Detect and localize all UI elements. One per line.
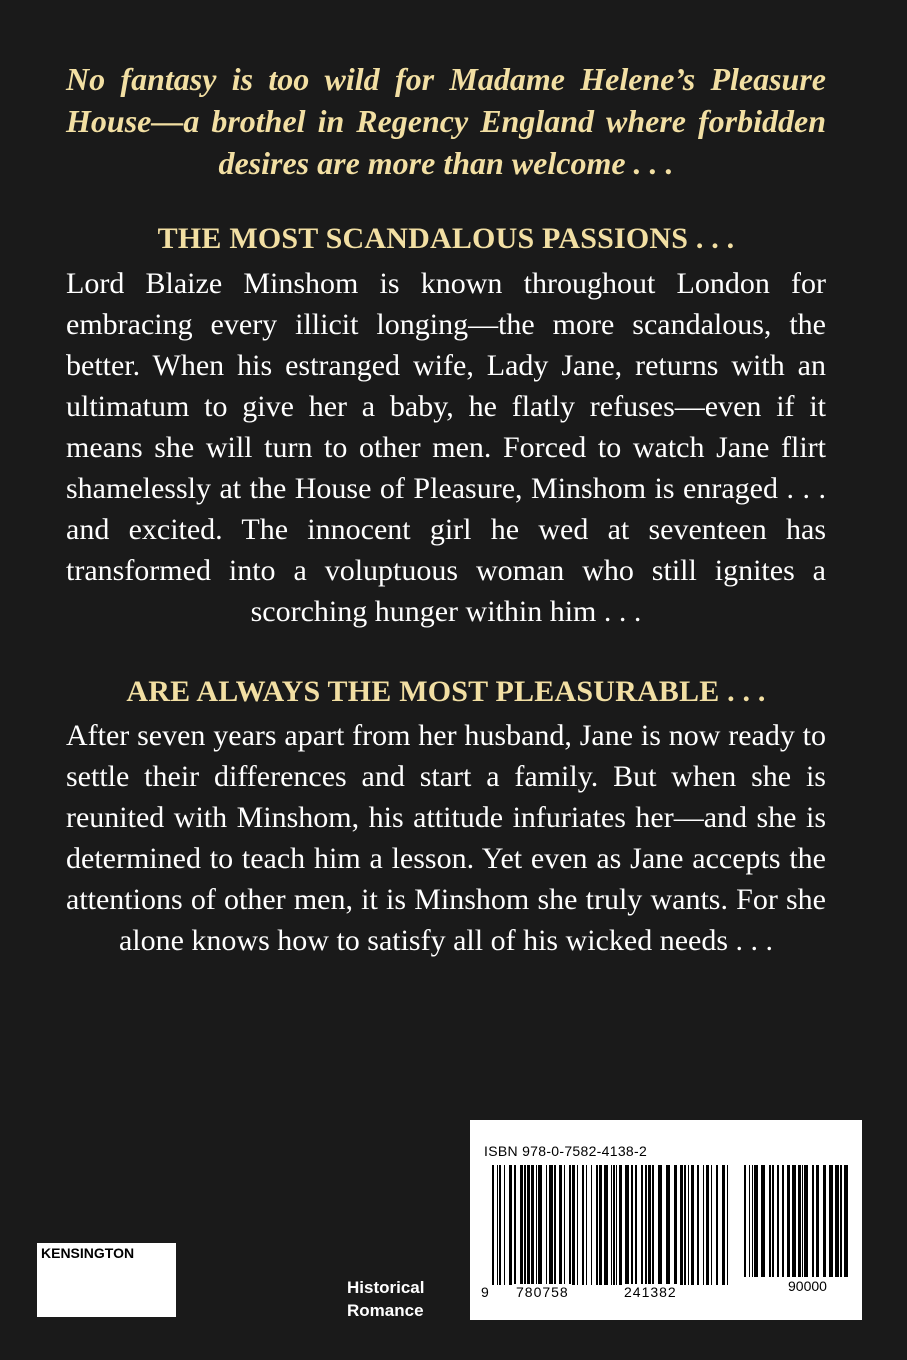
section-heading-passions: THE MOST SCANDALOUS PASSIONS . . . — [157, 222, 735, 255]
section-heading-pleasurable: ARE ALWAYS THE MOST PLEASURABLE . . . — [126, 675, 766, 708]
barcode-bar — [777, 1165, 779, 1277]
barcode-bar — [625, 1165, 629, 1285]
barcode-bar — [688, 1165, 689, 1285]
barcode-bar — [527, 1165, 530, 1285]
section-body-minshom: Lord Blaize Minshom is known throughout London for embracing every illicit longing—the more scandalous, the better. When his estranged wife, Lady Jane, returns with an ultimatum to give her a baby, he flatly refuses—even if it means she will turn to other men. Forced to watch Jane flirt shamelessly at the House of Pleasure, Minshom is enraged . . . and excited. The innocent girl he wed at seventeen has transformed into a voluptuous woman who still ignites a scorching hunger within him . . . — [66, 267, 826, 628]
genre-line-1: Historical — [347, 1278, 425, 1297]
barcode-bar — [684, 1165, 686, 1285]
barcode-bar — [531, 1165, 534, 1285]
barcode-bar — [840, 1165, 842, 1277]
barcode-bar — [761, 1165, 765, 1277]
section-body-jane: After seven years apart from her husband, Jane is now ready to settle their differences and start a family. But when she is reunited with Minshom, his attitude infuriates her—and she is determined to teach him a lesson. Yet even as Jane accepts the attentions of other men, it is Minshom she truly wants. For she alone knows how to satisfy all of his wicked needs . . . — [66, 719, 826, 957]
barcode-bar — [844, 1165, 848, 1277]
barcode-bar — [716, 1165, 718, 1285]
barcode-bar — [816, 1165, 819, 1277]
barcode-bar — [611, 1165, 612, 1285]
barcode-bar — [829, 1165, 833, 1277]
barcode-bar — [613, 1165, 615, 1285]
barcode-bar — [752, 1165, 753, 1277]
barcode-bar — [772, 1165, 774, 1277]
barcode-bar — [804, 1165, 808, 1277]
barcode-bar — [792, 1165, 796, 1277]
barcode-bar — [596, 1165, 598, 1285]
barcode-bar — [499, 1165, 501, 1285]
barcode-bar — [666, 1165, 670, 1285]
barcode-bar — [631, 1165, 633, 1285]
barcode-bar — [802, 1165, 803, 1277]
barcode-bar — [782, 1165, 784, 1277]
barcode-bar — [652, 1165, 654, 1285]
barcode-bar — [616, 1165, 617, 1285]
barcode-bar — [703, 1165, 704, 1285]
barcode-bar — [648, 1165, 651, 1285]
barcode-bar — [658, 1165, 662, 1285]
publisher-name: KENSINGTON — [41, 1245, 135, 1261]
barcode-bar — [559, 1165, 562, 1285]
barcode-bar — [754, 1165, 758, 1277]
barcode-bar — [722, 1165, 725, 1285]
barcode-bar — [823, 1165, 826, 1277]
barcode-panel — [470, 1120, 862, 1320]
barcode-bar — [599, 1165, 602, 1285]
barcode-bar — [769, 1165, 771, 1277]
barcode-bar — [604, 1165, 608, 1285]
barcode-bar — [727, 1165, 728, 1285]
barcode-bar — [509, 1165, 512, 1285]
barcode-bar — [744, 1165, 746, 1277]
barcode-right-digits: 241382 — [624, 1284, 677, 1300]
barcode-bar — [706, 1165, 709, 1285]
barcode-bar — [497, 1165, 498, 1285]
barcode-bar — [514, 1165, 516, 1285]
barcode-bar — [835, 1165, 839, 1277]
barcode-lead-digit: 9 — [481, 1284, 490, 1300]
barcode-bar — [798, 1165, 801, 1277]
barcode-bar — [749, 1165, 750, 1277]
barcode-bar — [645, 1165, 647, 1285]
barcode-bar — [619, 1165, 622, 1285]
barcode-bar — [564, 1165, 565, 1285]
publisher-logo — [37, 1243, 176, 1317]
barcode-bar — [536, 1165, 537, 1285]
barcode-bar — [812, 1165, 814, 1277]
barcode-bar — [577, 1165, 578, 1285]
barcode-bar — [582, 1165, 584, 1285]
tagline: No fantasy is too wild for Madame Helene’s Pleasure House—a brothel in Regency England where forbidden desires are more than welcome . . . — [66, 61, 826, 181]
barcode-bar — [691, 1165, 694, 1285]
barcode-bar — [591, 1165, 592, 1285]
barcode-bar — [641, 1165, 643, 1285]
barcode-bar — [492, 1165, 494, 1285]
barcode-main-bars — [492, 1165, 730, 1285]
barcode-addon-digits: 90000 — [788, 1278, 827, 1294]
barcode-bar — [504, 1165, 505, 1285]
barcode-bar — [554, 1165, 556, 1285]
barcode-bar — [524, 1165, 526, 1285]
barcode-bar — [546, 1165, 547, 1285]
barcode-left-digits: 780758 — [516, 1284, 569, 1300]
barcode-bar — [711, 1165, 712, 1285]
isbn-text: ISBN 978-0-7582-4138-2 — [484, 1143, 648, 1159]
barcode-bar — [572, 1165, 575, 1285]
barcode-bar — [697, 1165, 699, 1285]
genre-line-2: Romance — [347, 1301, 424, 1320]
genre-label — [347, 1276, 424, 1322]
barcode-bar — [787, 1165, 790, 1277]
barcode-bar — [569, 1165, 571, 1285]
barcode-bar — [635, 1165, 637, 1285]
barcode-addon-bars — [744, 1165, 852, 1277]
barcode-bar — [680, 1165, 683, 1285]
barcode-bar — [586, 1165, 587, 1285]
barcode-bar — [674, 1165, 677, 1285]
barcode-bar — [520, 1165, 523, 1285]
barcode-bar — [538, 1165, 542, 1285]
barcode-bar — [549, 1165, 553, 1285]
